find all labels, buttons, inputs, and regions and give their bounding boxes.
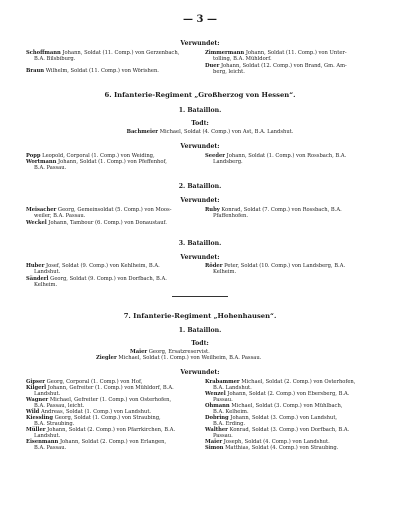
entry-name: Wagner (26, 397, 49, 403)
dead-heading: Todt: (191, 340, 209, 347)
entry-text: Georg, Gemeinsoldat (5. Comp.) von Moos- (57, 207, 172, 213)
wounded-heading-top: Verwundet: (180, 40, 220, 47)
entry-text: Andreas, Soldat (1. Comp.) von Landshut. (40, 409, 152, 415)
list-item-cont: Passau. (213, 397, 233, 403)
list-item-cont: B.A. Erding. (213, 421, 246, 427)
entry-text: Johann, Soldat (2. Comp.) von Erlangen, (59, 439, 167, 445)
entry-text: Wilhelm, Soldat (11. Comp.) von Wörishen. (45, 68, 159, 74)
list-item-cont: Landshut. (34, 391, 61, 397)
entry-name: Ohmann (205, 403, 230, 409)
entry-text: Konrad, Soldat (3. Comp.) von Dorfbach, B.A. (229, 427, 350, 433)
entry-text: Georg, Soldat (9. Comp.) von Dorfbach, B.A. (50, 276, 167, 282)
battalion-heading: 1. Bataillon. (178, 327, 222, 334)
entry-name: Walther (205, 427, 228, 433)
entry-text: Johann, Soldat (3. Comp.) von Landshut, (230, 415, 338, 421)
entry-name: Popp (26, 153, 41, 159)
entry-name: Duer (205, 63, 220, 69)
entry-text: Michael, Soldat (4. Comp.) von Ast, B.A. Landshut. (159, 129, 294, 135)
entry-text: Leopold, Corporal (1. Comp.) von Weiding, (42, 153, 155, 159)
entry-name: Seeder (205, 153, 226, 159)
list-item-cont: B.A. Kelheim. (213, 409, 249, 415)
entry-text: Johann, Soldat (2. Comp.) von Ebersberg, B.A. (227, 391, 350, 397)
entry-name: Maier (205, 439, 223, 445)
entry-name: Braun (26, 68, 45, 74)
page-number: — 3 — (183, 14, 217, 25)
wounded-heading: Verwundet: (180, 254, 220, 261)
entry-name: Sänderl (26, 276, 49, 282)
entry-name: Krabammer (205, 379, 240, 385)
dead-heading: Todt: (191, 120, 209, 127)
list-item-cont: B.A. Landshut. (213, 385, 252, 391)
list-item-cont: Kelheim. (213, 269, 237, 275)
list-item-cont: Landsberg. (213, 159, 243, 165)
battalion-heading: 3. Bataillon. (178, 240, 222, 247)
wounded-heading: Verwundet: (180, 143, 220, 150)
entry-text: Konrad, Soldat (7. Comp.) von Rossbach, B.A. (221, 207, 342, 213)
entry-text: Michael, Soldat (2. Comp.) von Osterhofen, (241, 379, 356, 385)
entry-text: Georg, Corporal (1. Comp.) von Hof, (46, 379, 143, 385)
entry-name: Bachmeier (126, 129, 159, 135)
list-item-cont: Pfaffenhofen. (213, 213, 249, 219)
entry-text: Johann, Soldat (12. Comp.) von Brand, Gm. Am- (220, 63, 347, 69)
entry-text: Michael, Gefreiter (1. Comp.) von Osterhofen, (49, 397, 172, 403)
list-item-cont: Landshut. (34, 269, 61, 275)
entry-text: Georg, Soldat (1. Comp.) von Straubing, (54, 415, 161, 421)
entry-text: Johann, Soldat (1. Comp.) von Rossbach, B.A. (226, 153, 347, 159)
entry-text: Johann, Gefreiter (1. Comp.) von Mühldorf, B.A. (47, 385, 174, 391)
entry-name: Weckel (26, 220, 47, 226)
entry-text: Michael, Soldat (3. Comp.) von Mühlbach, (231, 403, 343, 409)
entry-name: Huber (26, 263, 45, 269)
battalion-heading: 2. Bataillon. (178, 183, 222, 190)
wounded-heading: Verwundet: (180, 369, 220, 376)
entry-text: Johann, Tambour (6. Comp.) von Donaustauf. (48, 220, 167, 226)
list-item-cont: B.A. Straubing. (34, 421, 75, 427)
section-divider (172, 296, 228, 297)
entry-text: Joseph, Soldat (4. Comp.) von Landshut. (223, 439, 330, 445)
regiment-title: 6. Infanterie-Regiment „Großherzog von Hessen“. (104, 91, 296, 99)
entry-text: Josef, Soldat (9. Comp.) von Kehlheim, B.A. (46, 263, 160, 269)
entry-name: Dobring (205, 415, 229, 421)
entry-text: Johann, Soldat (11. Comp.) von Gerzenbach, (62, 50, 180, 56)
entry-name: Zimmermann (205, 50, 245, 56)
list-item-cont: B.A. Passau. (34, 165, 67, 171)
entry-text: Peter, Soldat (10. Comp.) von Landsberg, B.A. (224, 263, 346, 269)
entry-name: Maier (130, 349, 148, 355)
battalion-heading: 1. Bataillon. (178, 107, 222, 114)
entry-name: Wenzel (205, 391, 226, 397)
entry-text: Matthias, Soldat (4. Comp.) von Straubing. (225, 445, 339, 451)
list-item-cont: weiler, B.A. Passau. (34, 213, 86, 219)
list-item-cont: berg, leicht. (213, 69, 245, 75)
entry-text: Johann, Soldat (1. Comp.) von Pfeffenhof, (58, 159, 167, 165)
list-item-cont: B.A. Passau. (34, 445, 67, 451)
entry-name: Wild (26, 409, 40, 415)
entry-name: Ziegler (96, 355, 117, 361)
list-item (26, 68, 198, 75)
entry-name: Gipser (26, 379, 45, 385)
list-item-cont: tolling, B.A. Mühldorf. (213, 56, 272, 62)
entry-name: Simon (205, 445, 224, 451)
list-item (80, 129, 340, 136)
entry-text: Johann, Soldat (2. Comp.) von Pfarrkirchen, B.A. (47, 427, 176, 433)
list-item (26, 220, 198, 227)
list-item-cont: Kelheim. (34, 282, 58, 288)
entry-name: Schoffmann (26, 50, 61, 56)
wounded-heading: Verwundet: (180, 197, 220, 204)
entry-name: Ruby (205, 207, 220, 213)
regiment-title: 7. Infanterie-Regiment „Hohenhausen“. (123, 312, 277, 320)
entry-text: Michael, Soldat (1. Comp.) von Weilheim, B.A. Passau. (118, 355, 262, 361)
entry-name: Wortmann (26, 159, 57, 165)
entry-name: Eisenmann (26, 439, 59, 445)
entry-text: Georg, Ersatzreservist. (148, 349, 210, 355)
list-item-cont: B.A. Bilsbiburg. (34, 56, 76, 62)
list-item-cont: Landshut. (34, 433, 61, 439)
list-item-cont: B.A. Passau, leicht. (34, 403, 85, 409)
entry-name: Röder (205, 263, 223, 269)
list-item-cont: Passau. (213, 433, 233, 439)
entry-name: Kiessling (26, 415, 53, 421)
entry-name: Müller (26, 427, 46, 433)
entry-name: Kilgerl (26, 385, 47, 391)
list-item (205, 445, 377, 452)
entry-text: Johann, Soldat (11. Comp.) von Unter- (245, 50, 347, 56)
list-item (96, 355, 356, 362)
entry-name: Meisacher (26, 207, 57, 213)
